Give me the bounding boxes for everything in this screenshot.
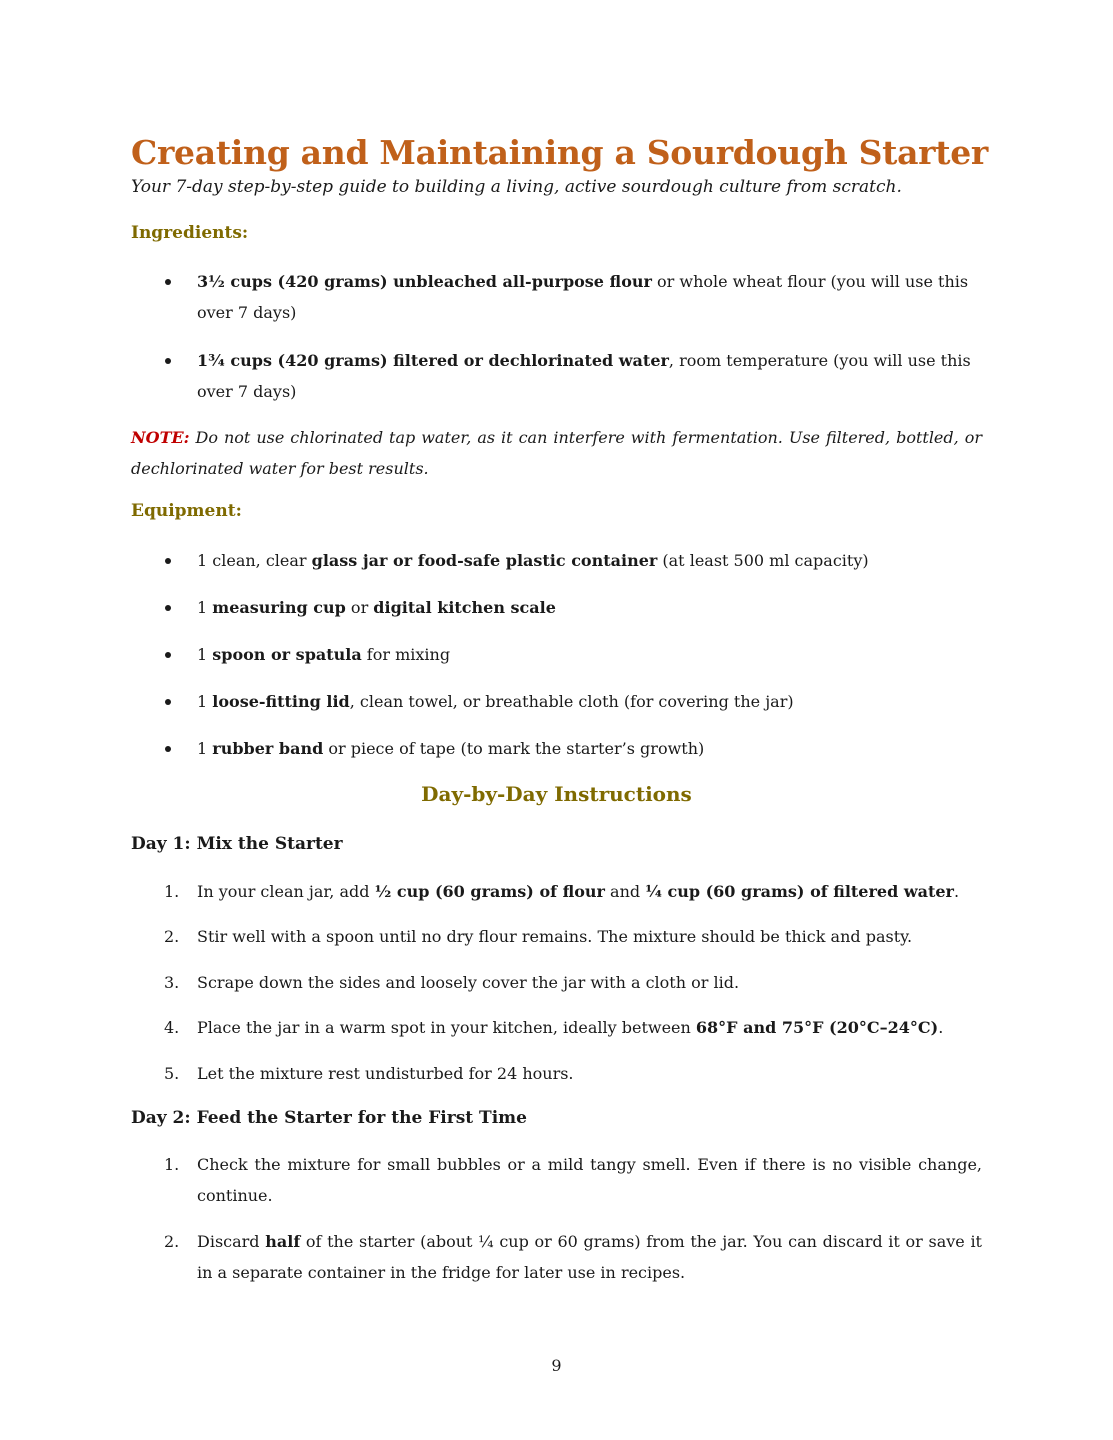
ingredients-heading: Ingredients: — [131, 223, 249, 243]
step-number: 2. — [164, 1232, 180, 1251]
ingredient-item: 3½ cups (420 grams) unbleached all-purpose flour or whole wheat flour (you will use this over 7 days) — [131, 266, 982, 328]
step-number: 1. — [164, 882, 180, 901]
ingredient-item: 1¾ cups (420 grams) filtered or dechlorinated water, room temperature (you will use this over 7 days) — [131, 345, 982, 407]
step-item: 2. Stir well with a spoon until no dry flour remains. The mixture should be thick and pasty. — [131, 921, 982, 952]
equipment-item: 1 spoon or spatula for mixing — [131, 639, 982, 670]
equipment-heading: Equipment: — [131, 501, 242, 521]
bullet-icon — [165, 746, 171, 752]
page-number: 9 — [551, 1356, 562, 1375]
instructions-heading: Day-by-Day Instructions — [421, 782, 692, 806]
step-number: 1. — [164, 1155, 180, 1174]
page-subtitle: Your 7-day step-by-step guide to building a living, active sourdough culture from scratch. — [131, 177, 902, 197]
step-number: 3. — [164, 973, 180, 992]
page-title: Creating and Maintaining a Sourdough Starter — [131, 133, 988, 172]
bullet-icon — [165, 279, 171, 285]
note-label: NOTE: — [131, 428, 190, 447]
bullet-icon — [165, 652, 171, 658]
step-item: 2. Discard half of the starter (about ¼ cup or 60 grams) from the jar. You can discard it or save it in a separate container in the fridge for later use in recipes. — [131, 1226, 982, 1288]
step-item: 4. Place the jar in a warm spot in your kitchen, ideally between 68°F and 75°F (20°C–24°C). — [131, 1012, 982, 1043]
bullet-icon — [165, 605, 171, 611]
step-item: 5. Let the mixture rest undisturbed for 24 hours. — [131, 1058, 982, 1089]
equipment-item: 1 clean, clear glass jar or food-safe plastic container (at least 500 ml capacity) — [131, 545, 982, 576]
bullet-icon — [165, 358, 171, 364]
day2-heading: Day 2: Feed the Starter for the First Time — [131, 1108, 527, 1128]
equipment-item: 1 rubber band or piece of tape (to mark the starter’s growth) — [131, 733, 982, 764]
step-item: 3. Scrape down the sides and loosely cover the jar with a cloth or lid. — [131, 967, 982, 998]
step-item: 1. In your clean jar, add ½ cup (60 grams) of flour and ¼ cup (60 grams) of filtered water. — [131, 876, 982, 907]
note-text: Do not use chlorinated tap water, as it can interfere with fermentation. Use filtered, bottled, or dechlorinated water for best results. — [131, 428, 982, 478]
equipment-item: 1 measuring cup or digital kitchen scale — [131, 592, 982, 623]
step-number: 5. — [164, 1064, 180, 1083]
document-page — [131, 0, 988, 1440]
step-item: 1. Check the mixture for small bubbles or a mild tangy smell. Even if there is no visible change, continue. — [131, 1149, 982, 1211]
step-number: 2. — [164, 927, 180, 946]
bullet-icon — [165, 699, 171, 705]
water-note — [131, 422, 982, 484]
day1-heading: Day 1: Mix the Starter — [131, 834, 343, 854]
step-number: 4. — [164, 1018, 180, 1037]
equipment-item: 1 loose-fitting lid, clean towel, or breathable cloth (for covering the jar) — [131, 686, 982, 717]
bullet-icon — [165, 558, 171, 564]
